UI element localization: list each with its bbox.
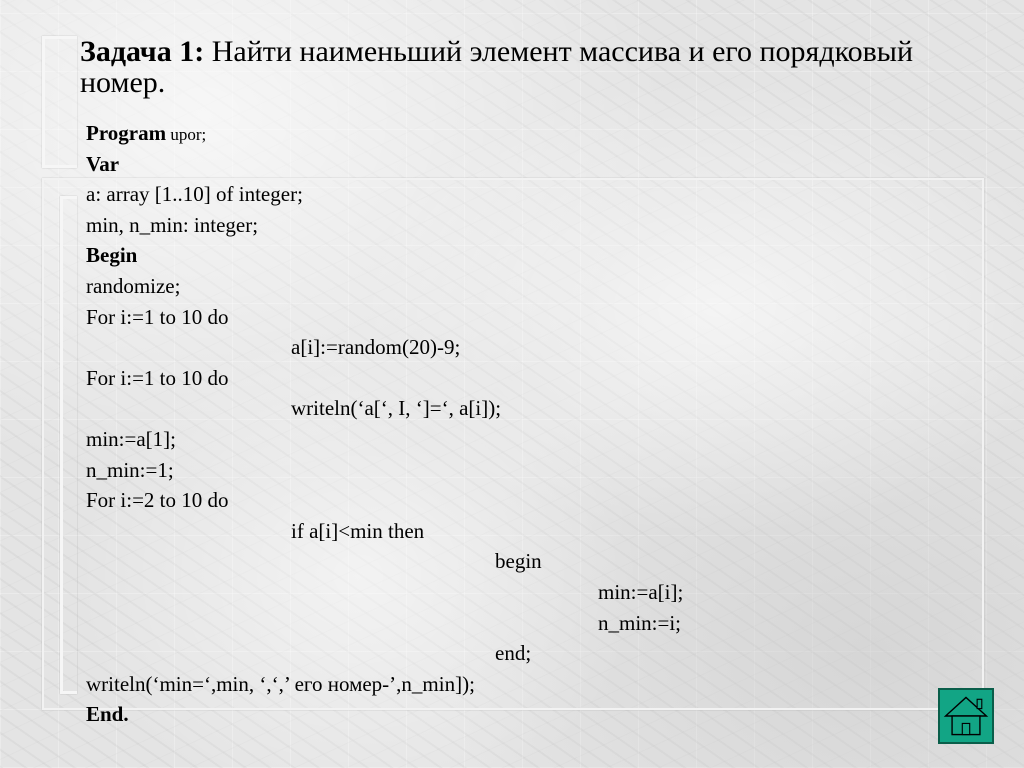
code-line-writeln-array: writeln(‘a[‘, I, ‘]=‘, a[i]); [291,396,502,421]
code-line-writeln-min: writeln(‘min=‘,min, ‘,‘,’ его номер-’,n_min]); [86,671,475,696]
code-line-array-decl: a: array [1..10] of integer; [86,182,303,207]
code-line-min-init: min:=a[1]; [86,426,176,451]
code-line-for-1: For i:=1 to 10 do [86,304,229,329]
code-line-min-decl: min, n_min: integer; [86,212,259,237]
code-line-program [86,118,966,149]
code-line-for-3: For i:=2 to 10 do [86,488,229,513]
slide-title [80,36,940,98]
code-line-nmin-init: n_min:=1; [86,457,174,482]
home-button[interactable] [938,688,994,744]
code-line-randomize: randomize; [86,273,181,298]
code-line-begin: Begin [86,243,138,268]
code-line-if: if a[i]<min then [291,518,425,543]
code-line-end: End. [86,702,129,727]
program-keyword: Program [86,121,167,145]
title-label: Задача 1: [80,35,205,68]
frame-decoration-top-left [42,36,77,168]
program-name: upor; [166,125,207,144]
code-line-nmin-assign: n_min:=i; [598,610,682,635]
code-line-for-2: For i:=1 to 10 do [86,365,229,390]
code-line-random-assign: a[i]:=random(20)-9; [291,335,461,360]
home-icon [940,690,992,742]
code-line-min-assign: min:=a[i]; [598,579,684,604]
frame-decoration-inner-left [60,196,77,694]
code-listing [86,118,966,730]
code-line-end-inner: end; [495,641,532,666]
code-line-var: Var [86,151,120,176]
title-text: Найти наименьший элемент массива и его порядковый номер. [80,35,914,99]
code-line-begin-inner: begin [495,549,542,574]
